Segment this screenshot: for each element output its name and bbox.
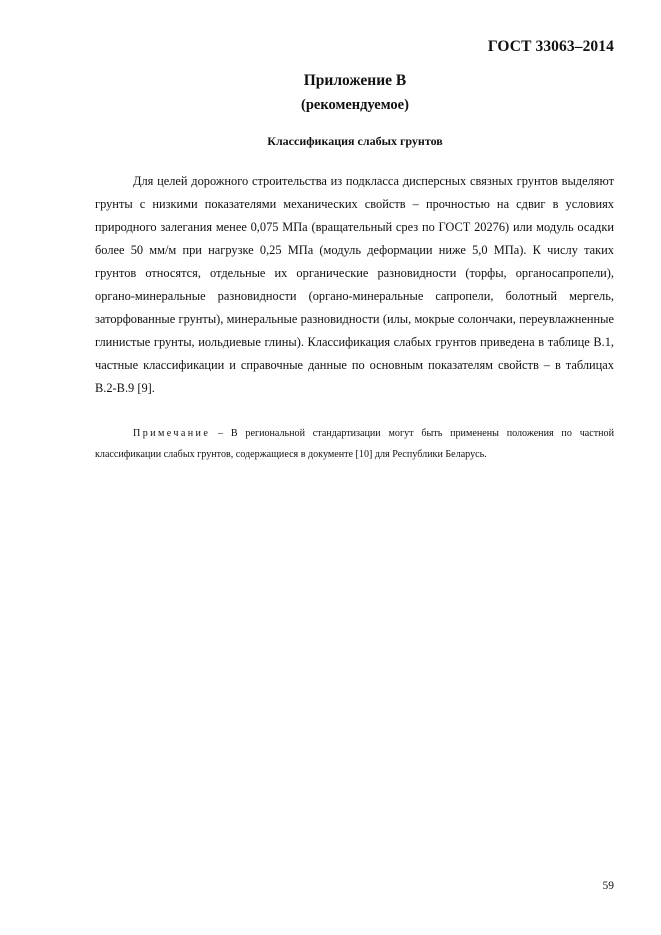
page-number: 59 — [602, 880, 614, 892]
note-label: Примечание — [133, 428, 211, 439]
document-code: ГОСТ 33063–2014 — [487, 38, 614, 55]
section-title: Классификация слабых грунтов — [267, 134, 443, 148]
appendix-status: (рекомендуемое) — [301, 97, 409, 113]
appendix-title: Приложение В — [303, 72, 407, 89]
note-text: – В региональной стандартизации могут быть применены положения по частной классификации слабых грунтов, содержащиеся в документе [10] для Республики Беларусь. — [95, 428, 614, 460]
body-paragraph: Для целей дорожного строительства из подкласса дисперсных связных грунтов выделяют грунты с низкими показателями механических свойств – прочностью на сдвиг в условиях природного залегания менее 0,075 МПа (вращательный срез по ГОСТ 20276) или модуль осадки более 50 мм/м при нагрузке 0,25 МПа (модуль деформации ниже 5,0 МПа). К числу таких грунтов относятся, отдельные их органические разновидности (торфы, органосапропели), органо-минеральные разновидности (органо-минеральные сапропели, болотный мергель, заторфованные грунты), минеральные разновидности (илы, мокрые солончаки, переувлажненные глинистые грунты, иольдиевые глины). Классификация слабых грунтов приведена в таблице В.1, частные классификации и справочные данные по основным показателям свойств – в таблицах В.2-В.9 [9]. — [95, 174, 614, 395]
note-paragraph — [95, 423, 614, 465]
